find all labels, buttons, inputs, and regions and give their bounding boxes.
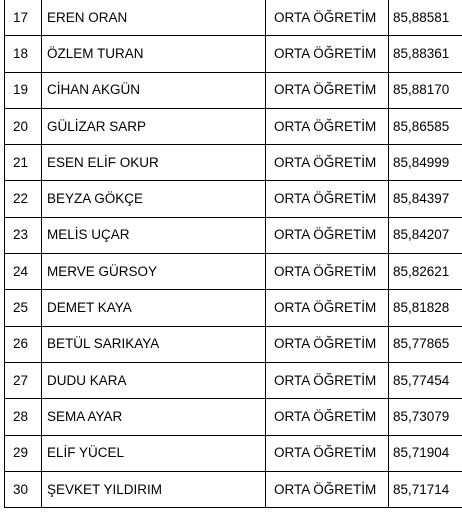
- education-level: ORTA ÖĞRETİM: [266, 108, 389, 144]
- person-name: BEYZA GÖKÇE: [42, 181, 266, 217]
- education-level: ORTA ÖĞRETİM: [266, 36, 389, 72]
- score-value: 85,86585: [389, 108, 462, 144]
- row-number: 30: [5, 471, 42, 507]
- table-row: [5, 36, 462, 72]
- education-level: ORTA ÖĞRETİM: [266, 181, 389, 217]
- education-level: ORTA ÖĞRETİM: [266, 399, 389, 435]
- table-row: [5, 471, 462, 507]
- education-level: ORTA ÖĞRETİM: [266, 0, 389, 36]
- score-value: 85,84999: [389, 145, 462, 181]
- person-name: EREN ORAN: [42, 0, 266, 36]
- score-value: 85,82621: [389, 254, 462, 290]
- person-name: ÖZLEM TURAN: [42, 36, 266, 72]
- person-name: GÜLİZAR SARP: [42, 108, 266, 144]
- row-number: 25: [5, 290, 42, 326]
- row-number: 23: [5, 217, 42, 253]
- table-row: [5, 108, 462, 144]
- table-row: [5, 362, 462, 398]
- education-level: ORTA ÖĞRETİM: [266, 471, 389, 507]
- person-name: ELİF YÜCEL: [42, 435, 266, 471]
- row-number: 28: [5, 399, 42, 435]
- education-level: ORTA ÖĞRETİM: [266, 362, 389, 398]
- person-name: MELİS UÇAR: [42, 217, 266, 253]
- table-row: [5, 217, 462, 253]
- table-row: [5, 326, 462, 362]
- education-level: ORTA ÖĞRETİM: [266, 435, 389, 471]
- row-number: 29: [5, 435, 42, 471]
- score-value: 85,84207: [389, 217, 462, 253]
- table-row: [5, 72, 462, 108]
- person-name: DEMET KAYA: [42, 290, 266, 326]
- table-row: [5, 0, 462, 36]
- score-value: 85,81828: [389, 290, 462, 326]
- person-name: DUDU KARA: [42, 362, 266, 398]
- row-number: 17: [5, 0, 42, 36]
- score-value: 85,71714: [389, 471, 462, 507]
- results-table: [4, 0, 462, 508]
- row-number: 18: [5, 36, 42, 72]
- score-value: 85,84397: [389, 181, 462, 217]
- table-row: [5, 145, 462, 181]
- person-name: SEMA AYAR: [42, 399, 266, 435]
- row-number: 20: [5, 108, 42, 144]
- education-level: ORTA ÖĞRETİM: [266, 72, 389, 108]
- score-value: 85,73079: [389, 399, 462, 435]
- person-name: ŞEVKET YILDIRIM: [42, 471, 266, 507]
- row-number: 22: [5, 181, 42, 217]
- table-row: [5, 290, 462, 326]
- education-level: ORTA ÖĞRETİM: [266, 217, 389, 253]
- score-value: 85,88170: [389, 72, 462, 108]
- score-value: 85,71904: [389, 435, 462, 471]
- row-number: 26: [5, 326, 42, 362]
- row-number: 24: [5, 254, 42, 290]
- table-row: [5, 181, 462, 217]
- table-row: [5, 254, 462, 290]
- person-name: BETÜL SARIKAYA: [42, 326, 266, 362]
- education-level: ORTA ÖĞRETİM: [266, 254, 389, 290]
- row-number: 19: [5, 72, 42, 108]
- person-name: ESEN ELİF OKUR: [42, 145, 266, 181]
- row-number: 21: [5, 145, 42, 181]
- table-row: [5, 399, 462, 435]
- score-value: 85,88361: [389, 36, 462, 72]
- education-level: ORTA ÖĞRETİM: [266, 290, 389, 326]
- score-value: 85,77865: [389, 326, 462, 362]
- education-level: ORTA ÖĞRETİM: [266, 326, 389, 362]
- table-row: [5, 435, 462, 471]
- education-level: ORTA ÖĞRETİM: [266, 145, 389, 181]
- person-name: MERVE GÜRSOY: [42, 254, 266, 290]
- row-number: 27: [5, 362, 42, 398]
- score-value: 85,88581: [389, 0, 462, 36]
- person-name: CİHAN AKGÜN: [42, 72, 266, 108]
- score-value: 85,77454: [389, 362, 462, 398]
